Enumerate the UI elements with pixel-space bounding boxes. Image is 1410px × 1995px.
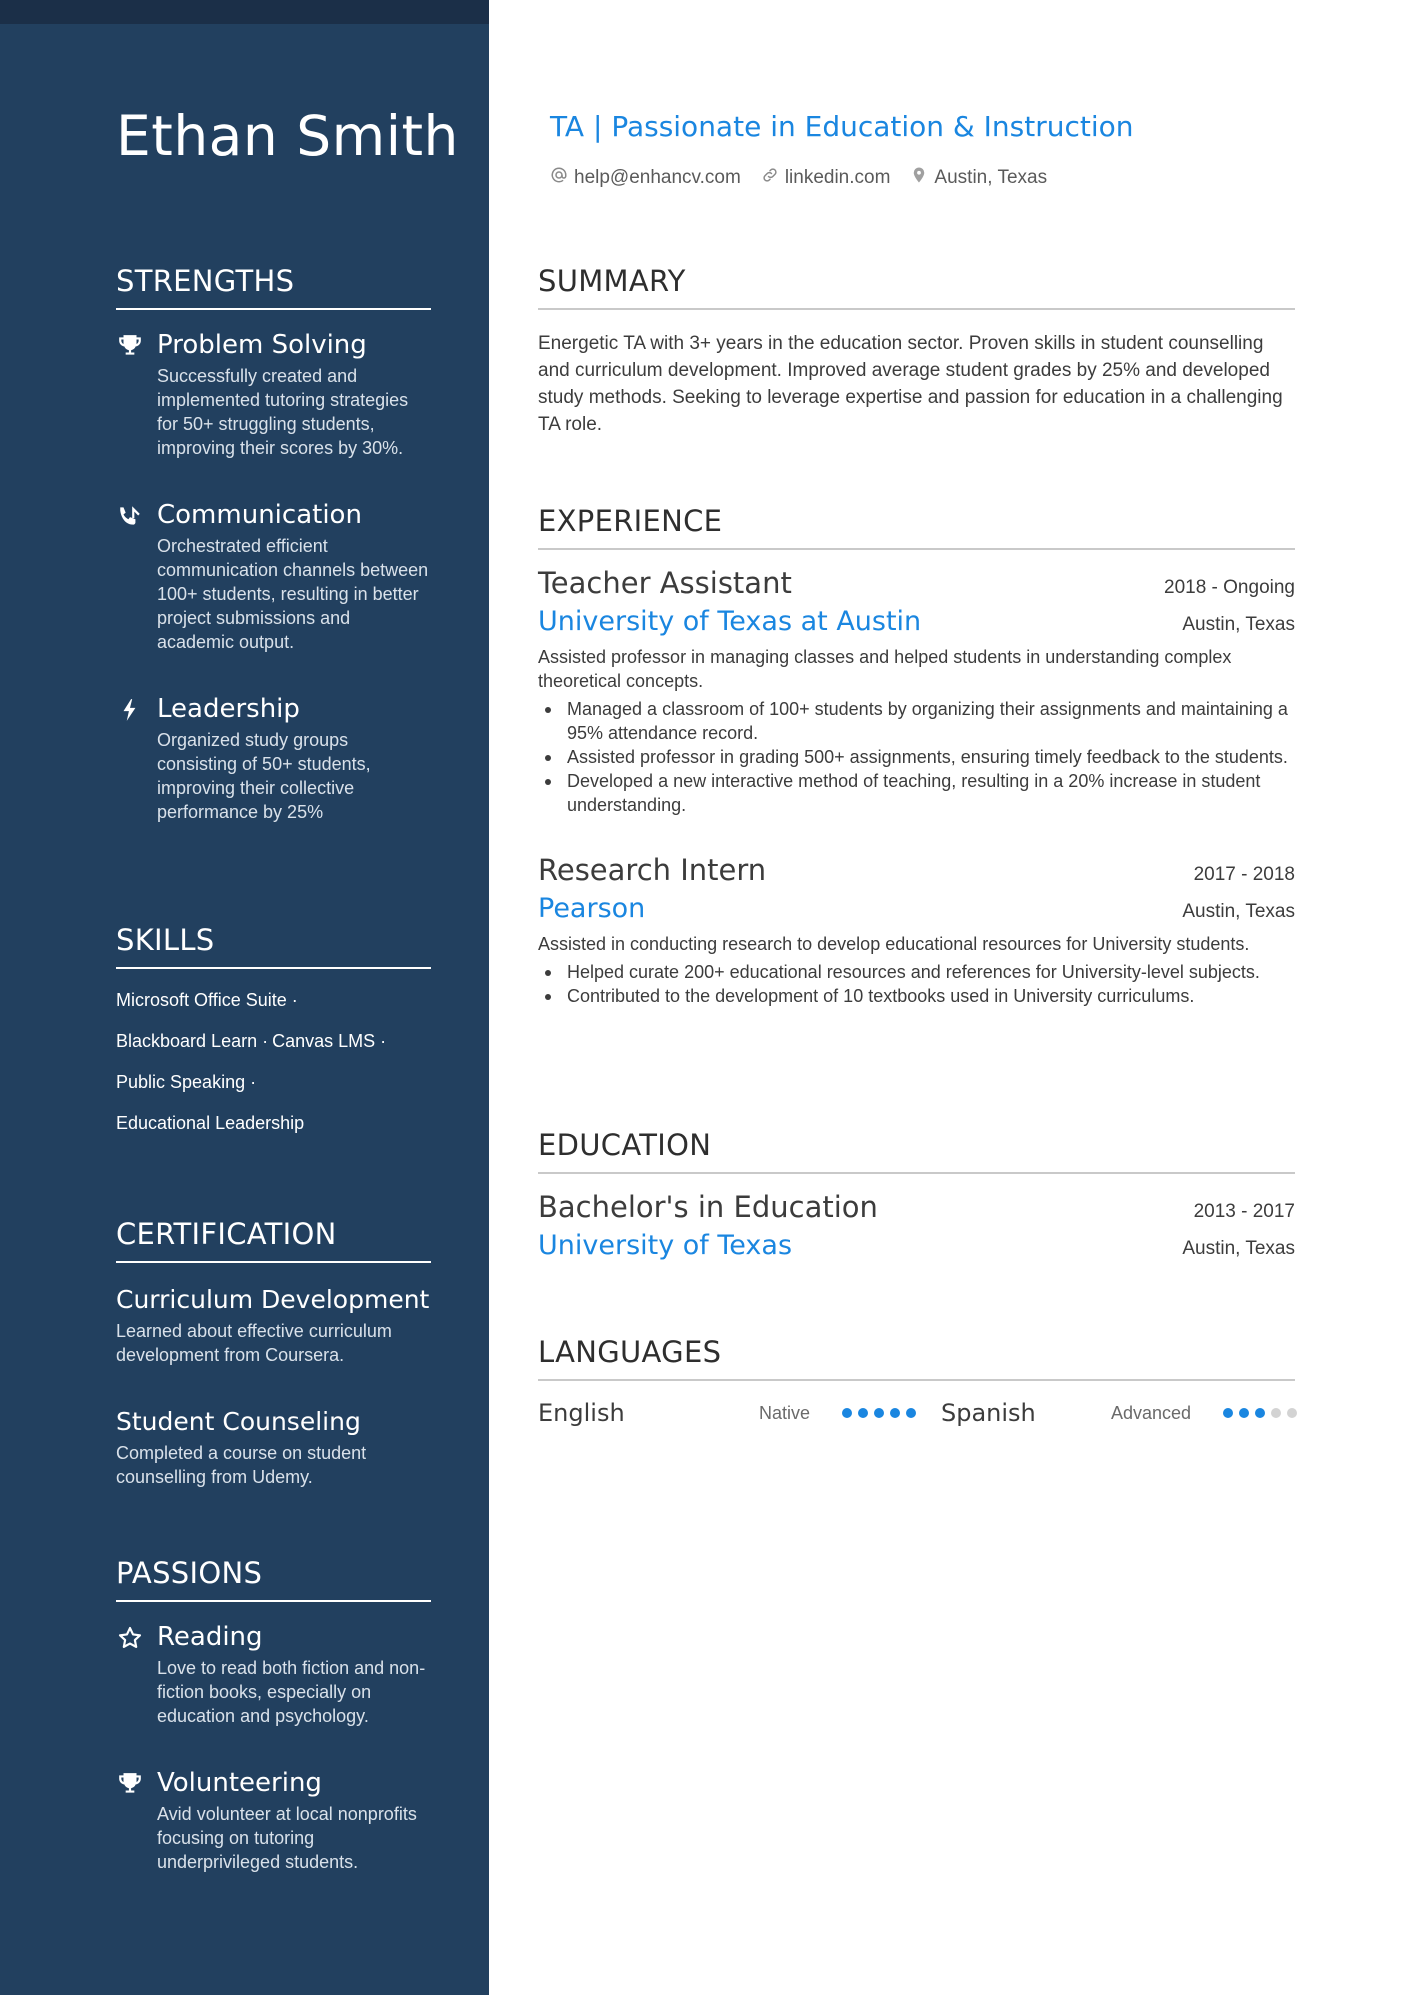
job-company: Pearson [538, 893, 646, 924]
linkedin-text: linkedin.com [784, 167, 891, 188]
education-date: 2013 - 2017 [1193, 1201, 1295, 1222]
communication-icon [116, 502, 144, 530]
rating-dot-filled [1239, 1408, 1249, 1418]
rating-dot-filled [1255, 1408, 1265, 1418]
degree-title: Bachelor's in Education [538, 1190, 878, 1224]
strength-desc: Organized study groups consisting of 50+ students, improving their collective performance by 25% [157, 730, 371, 822]
contact-bar [550, 166, 1047, 190]
job-location: Austin, Texas [1182, 901, 1295, 922]
job-header [538, 853, 1295, 887]
language-name: English [538, 1399, 625, 1427]
strength-desc: Successfully created and implemented tutoring strategies for 50+ struggling students, improving their scores by 30%. [157, 366, 409, 458]
candidate-name: Ethan Smith [116, 104, 459, 168]
passion-item [116, 1620, 431, 1728]
strengths-section [116, 264, 431, 824]
experience-section [538, 504, 1295, 1008]
job-date: 2018 - Ongoing [1164, 577, 1295, 598]
certification-item [116, 1283, 431, 1367]
job-location: Austin, Texas [1182, 614, 1295, 635]
job-header [538, 566, 1295, 600]
location-pin-icon [910, 166, 928, 190]
language-level: Advanced [1110, 1402, 1191, 1423]
rating-dot-empty [1287, 1408, 1297, 1418]
passion-desc: Love to read both fiction and non-fiction books, especially on education and psychology. [157, 1658, 426, 1726]
rating-dot-filled [1223, 1408, 1233, 1418]
education-location: Austin, Texas [1182, 1238, 1295, 1259]
skill-line [116, 1110, 431, 1136]
skill-line [116, 987, 431, 1013]
summary-heading: SUMMARY [538, 264, 1295, 310]
headline: TA | Passionate in Education & Instruction [550, 110, 1134, 143]
skills-heading: SKILLS [116, 923, 431, 969]
skills-list [116, 987, 431, 1136]
skill-tag: Blackboard Learn · [116, 1031, 269, 1051]
trophy-icon [116, 332, 144, 360]
job-title: Teacher Assistant [538, 566, 792, 600]
education-section [538, 1128, 1295, 1261]
contact-email[interactable] [550, 166, 741, 190]
languages-row [538, 1399, 1295, 1427]
strength-title: Problem Solving [157, 330, 367, 360]
summary-section [538, 264, 1295, 438]
strength-title: Leadership [157, 694, 300, 724]
strength-item [116, 328, 431, 460]
passion-title: Reading [157, 1622, 263, 1652]
passions-section [116, 1556, 431, 1874]
strength-title: Communication [157, 500, 362, 530]
email-text: help@enhancv.com [574, 167, 741, 188]
at-icon [550, 166, 568, 190]
strength-desc: Orchestrated efficient communication channels between 100+ students, resulting in better project submissions and academic output. [157, 536, 429, 652]
rating-dot-empty [1271, 1408, 1281, 1418]
job-bullet: Developed a new interactive method of teaching, resulting in a 20% increase in student understanding. [538, 769, 1295, 817]
certification-title: Curriculum Development [116, 1285, 430, 1314]
school-name: University of Texas [538, 1230, 793, 1261]
skill-line [116, 1028, 431, 1054]
job-description: Assisted professor in managing classes and helped students in understanding complex theoretical concepts. [538, 647, 1232, 691]
education-heading: EDUCATION [538, 1128, 1295, 1174]
job-bullet: Contributed to the development of 10 textbooks used in University curriculums. [538, 984, 1295, 1008]
language-item [538, 1399, 916, 1427]
languages-section [538, 1335, 1295, 1427]
strength-item [116, 498, 431, 654]
certification-item [116, 1405, 431, 1489]
job-title: Research Intern [538, 853, 767, 887]
language-rating [1223, 1408, 1297, 1418]
skill-tag: Microsoft Office Suite · [116, 990, 298, 1010]
languages-heading: LANGUAGES [538, 1335, 1295, 1381]
job-subheader [538, 887, 1295, 924]
certification-heading: CERTIFICATION [116, 1217, 431, 1263]
contact-linkedin[interactable] [761, 166, 891, 190]
certification-section [116, 1217, 431, 1489]
skill-tag: Educational Leadership [116, 1113, 305, 1133]
certification-desc: Learned about effective curriculum development from Coursera. [116, 1321, 392, 1365]
education-header [538, 1190, 1295, 1224]
language-level: Native [758, 1402, 810, 1423]
language-item [941, 1399, 1297, 1427]
rating-dot-filled [874, 1408, 884, 1418]
job-subheader [538, 600, 1295, 637]
job-entry [538, 566, 1295, 817]
location-text: Austin, Texas [934, 167, 1048, 188]
summary-text: Energetic TA with 3+ years in the education sector. Proven skills in student counselling and curriculum development. Improved average student grades by 25% and developed study methods. Seeking to leverage expertise and passion for education in a challenging TA role. [538, 333, 1283, 435]
skill-tag: Public Speaking · [116, 1072, 257, 1092]
job-company: University of Texas at Austin [538, 606, 922, 637]
passion-desc: Avid volunteer at local nonprofits focusing on tutoring underprivileged students. [157, 1804, 417, 1872]
trophy-icon [116, 1770, 144, 1798]
sidebar [0, 0, 489, 1995]
job-bullet: Assisted professor in grading 500+ assignments, ensuring timely feedback to the students. [538, 745, 1295, 769]
sidebar-top-bar [0, 0, 489, 24]
job-bullet: Helped curate 200+ educational resources and references for University-level subjects. [538, 960, 1295, 984]
star-icon [116, 1624, 144, 1652]
passion-item [116, 1766, 431, 1874]
rating-dot-filled [858, 1408, 868, 1418]
skills-section [116, 923, 431, 1151]
language-name: Spanish [941, 1399, 1036, 1427]
education-subheader [538, 1224, 1295, 1261]
certification-title: Student Counseling [116, 1407, 361, 1436]
language-rating [842, 1408, 916, 1418]
education-entry [538, 1190, 1295, 1261]
bolt-icon [116, 696, 144, 724]
passion-title: Volunteering [157, 1768, 322, 1798]
rating-dot-filled [890, 1408, 900, 1418]
job-entry [538, 853, 1295, 1008]
contact-location [910, 166, 1047, 190]
job-bullets [538, 960, 1295, 1008]
link-icon [761, 166, 779, 190]
job-description: Assisted in conducting research to develop educational resources for University students. [538, 934, 1250, 954]
passions-heading: PASSIONS [116, 1556, 431, 1602]
skill-tag: Canvas LMS · [272, 1031, 387, 1051]
skill-line [116, 1069, 431, 1095]
job-date: 2017 - 2018 [1193, 864, 1295, 885]
certification-desc: Completed a course on student counselling from Udemy. [116, 1443, 367, 1487]
experience-heading: EXPERIENCE [538, 504, 1295, 550]
rating-dot-filled [906, 1408, 916, 1418]
strengths-heading: STRENGTHS [116, 264, 431, 310]
job-bullet: Managed a classroom of 100+ students by organizing their assignments and maintaining a 95% attendance record. [538, 697, 1295, 745]
job-bullets [538, 697, 1295, 817]
rating-dot-filled [842, 1408, 852, 1418]
strength-item [116, 692, 431, 824]
